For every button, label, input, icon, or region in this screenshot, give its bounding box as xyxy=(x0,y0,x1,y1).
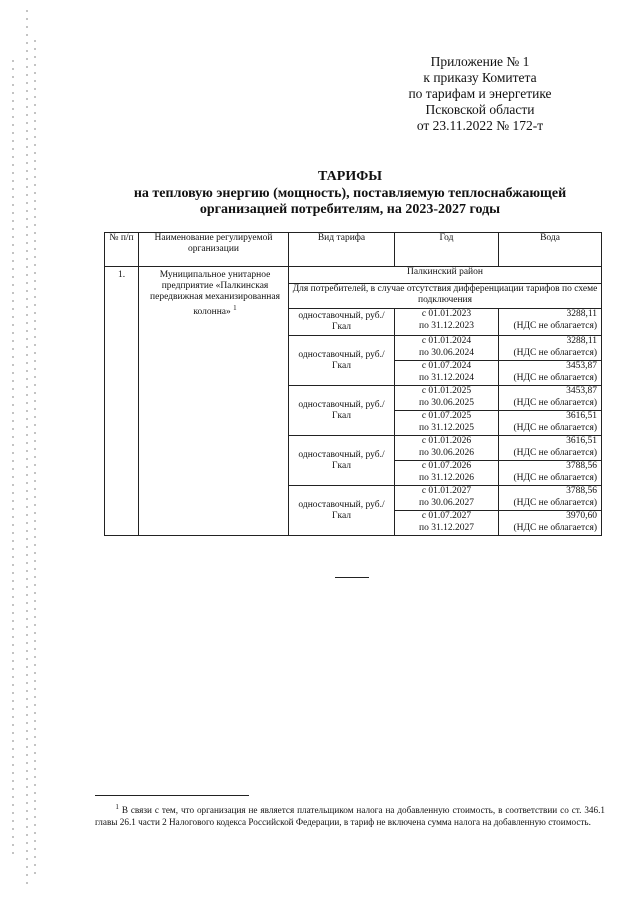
period-to: по 30.06.2026 xyxy=(419,447,474,458)
period-from: с 01.07.2025 xyxy=(421,411,472,421)
title-line-2: на тепловую энергию (мощность), поставляемую теплоснабжающей xyxy=(133,185,567,201)
tariff-value: 3453,87 xyxy=(566,361,597,371)
appendix-line-2: к приказу Комитета xyxy=(423,70,537,85)
consumers-note: Для потребителей, в случае отсутствия дифференциации тарифов по схеме подключения xyxy=(289,284,602,309)
tariff-value: 3453,87 xyxy=(566,386,597,396)
row-number: 1. xyxy=(105,267,139,536)
period-from: с 01.01.2024 xyxy=(421,336,472,346)
period-cell xyxy=(395,336,499,361)
table-header-row xyxy=(105,233,602,267)
tariff-type: одноставочный, руб./Гкал xyxy=(289,486,395,536)
tariff-type: одноставочный, руб./Гкал xyxy=(289,336,395,386)
org-name-cell xyxy=(139,267,289,536)
header-type: Вид тарифа xyxy=(289,233,395,267)
period-from: с 01.07.2024 xyxy=(421,361,472,371)
header-water: Вода xyxy=(499,233,602,267)
period-to: по 30.06.2027 xyxy=(419,497,474,508)
value-cell xyxy=(499,386,602,411)
org-footnote-mark: 1 xyxy=(233,304,237,312)
period-cell xyxy=(395,436,499,461)
period-to: по 31.12.2025 xyxy=(419,422,474,433)
tariff-type: одноставочный, руб./Гкал xyxy=(289,309,395,336)
tariff-value: 3616,51 xyxy=(566,436,597,446)
header-num: № п/п xyxy=(105,233,139,267)
period-cell xyxy=(395,511,499,536)
period-to: по 31.12.2023 xyxy=(419,320,474,331)
value-cell xyxy=(499,511,602,536)
footnote-text: В связи с тем, что организация не является плательщиком налога на добавленную стоимость, в соответствии со ст. 346.1 главы 26.1 части 2 Налогового кодекса Российской Федерации, в тариф не включена сумма налога на добавленную стоимость. xyxy=(95,805,606,828)
value-cell xyxy=(499,461,602,486)
period-cell xyxy=(395,486,499,511)
period-to: по 31.12.2027 xyxy=(419,522,474,533)
appendix-line-1: Приложение № 1 xyxy=(430,54,530,69)
tariff-value: 3288,11 xyxy=(566,309,597,319)
vat-note: (НДС не облагается) xyxy=(513,497,597,508)
tariff-table xyxy=(104,232,602,536)
period-to: по 30.06.2025 xyxy=(419,397,474,408)
scan-binding-marks xyxy=(5,0,45,905)
value-cell xyxy=(499,361,602,386)
appendix-line-4: Псковской области xyxy=(425,102,535,117)
appendix-line-3: по тарифам и энергетике xyxy=(408,86,552,101)
tariff-value: 3288,11 xyxy=(566,336,597,346)
period-from: с 01.07.2026 xyxy=(421,461,472,471)
period-cell xyxy=(395,361,499,386)
vat-note: (НДС не облагается) xyxy=(513,447,597,458)
period-from: с 01.01.2023 xyxy=(421,309,472,319)
period-to: по 31.12.2026 xyxy=(419,472,474,483)
vat-note: (НДС не облагается) xyxy=(513,522,597,533)
footnote xyxy=(95,801,605,828)
period-cell xyxy=(395,386,499,411)
value-cell xyxy=(499,436,602,461)
period-cell xyxy=(395,461,499,486)
title-line-1: ТАРИФЫ xyxy=(318,169,382,184)
org-name: Муниципальное унитарное предприятие «Палкинская передвижная механизированная колонна» xyxy=(150,270,280,318)
table-end-divider xyxy=(335,577,369,578)
vat-note: (НДС не облагается) xyxy=(513,320,597,331)
tariff-value: 3788,56 xyxy=(566,461,597,471)
title-line-3: организацией потребителям, на 2023-2027 годы xyxy=(199,202,501,217)
period-from: с 01.01.2026 xyxy=(421,436,472,446)
value-cell xyxy=(499,309,602,336)
region-row xyxy=(105,267,602,284)
header-org: Наименование регулируемой организации xyxy=(139,233,289,267)
period-from: с 01.07.2027 xyxy=(421,511,472,521)
footnote-mark: 1 xyxy=(115,803,119,811)
vat-note: (НДС не облагается) xyxy=(513,422,597,433)
period-to: по 30.06.2024 xyxy=(419,347,474,358)
vat-note: (НДС не облагается) xyxy=(513,347,597,358)
appendix-reference xyxy=(380,54,580,134)
tariff-type: одноставочный, руб./Гкал xyxy=(289,386,395,436)
period-to: по 31.12.2024 xyxy=(419,372,474,383)
period-from: с 01.01.2027 xyxy=(421,486,472,496)
tariff-value: 3788,56 xyxy=(566,486,597,496)
value-cell xyxy=(499,486,602,511)
period-from: с 01.01.2025 xyxy=(421,386,472,396)
tariff-value: 3616,51 xyxy=(566,411,597,421)
footnote-separator xyxy=(95,795,249,796)
period-cell xyxy=(395,411,499,436)
vat-note: (НДС не облагается) xyxy=(513,372,597,383)
tariff-value: 3970,60 xyxy=(566,511,597,521)
value-cell xyxy=(499,411,602,436)
value-cell xyxy=(499,336,602,361)
vat-note: (НДС не облагается) xyxy=(513,472,597,483)
region-name: Палкинский район xyxy=(289,267,602,284)
appendix-line-5: от 23.11.2022 № 172-т xyxy=(416,118,544,133)
period-cell xyxy=(395,309,499,336)
vat-note: (НДС не облагается) xyxy=(513,397,597,408)
tariff-type: одноставочный, руб./Гкал xyxy=(289,436,395,486)
header-year: Год xyxy=(395,233,499,267)
document-title xyxy=(90,169,610,219)
